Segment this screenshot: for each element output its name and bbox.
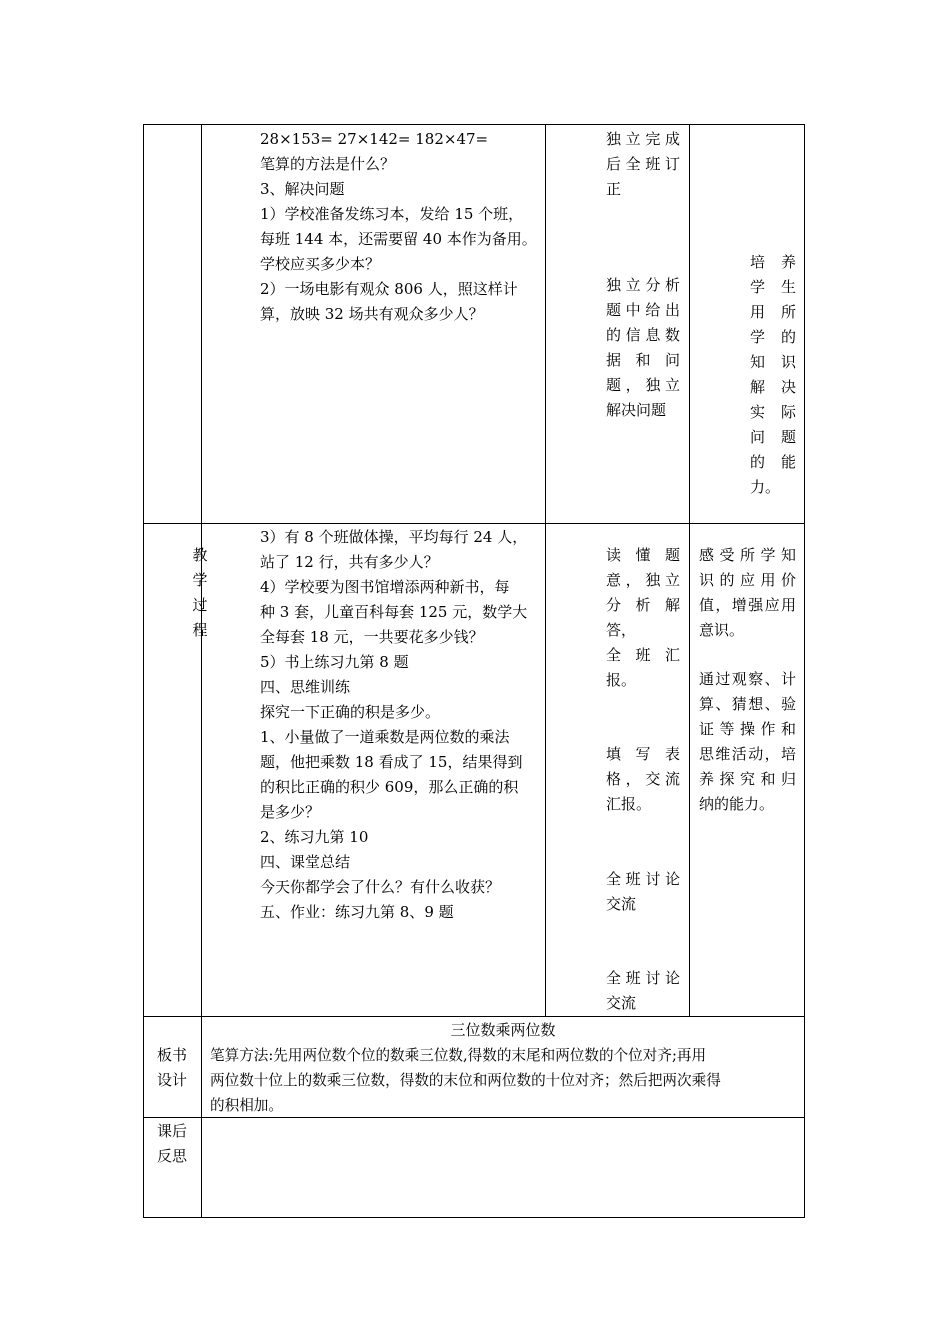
text-line: 意，独立 — [606, 571, 680, 589]
text-line: 填 写 表 — [606, 745, 680, 763]
text-line: 算，放映 32 场共有观众多少人？ — [260, 305, 484, 323]
text-line: 后全班订 — [606, 155, 680, 173]
text-line: 证等操作和 — [699, 720, 796, 738]
text-line: 2、练习九第 10 — [260, 828, 369, 846]
text-line: 学 的 — [750, 328, 796, 346]
text-line: 值，增强应用 — [699, 596, 796, 614]
text-line: 课后 — [156, 1122, 187, 1140]
row-divider-1 — [143, 523, 805, 524]
text-line: 思维活动，培 — [699, 745, 796, 763]
text-line: 4）学校要为图书馆增添两种新书，每 — [260, 578, 510, 596]
row2-student-activity-b — [606, 742, 680, 817]
text-line: 四、思维训练 — [260, 678, 351, 696]
text-line: 是多少？ — [260, 803, 321, 821]
text-line: 交流 — [606, 895, 637, 913]
section-label-teaching-process — [190, 543, 210, 643]
row1-design-intent — [750, 250, 796, 500]
text-line: 四、课堂总结 — [260, 853, 351, 871]
text-line: 28×153= 27×142= 182×47= — [260, 130, 489, 148]
text-line: 据 和 问 — [606, 351, 680, 369]
student-column-divider — [689, 124, 690, 1017]
text-line: 的积比正确的积少 609，那么正确的积 — [260, 778, 519, 796]
row-divider-2 — [143, 1016, 805, 1017]
text-line: 3、解决问题 — [260, 180, 345, 198]
text-line: 汇报。 — [606, 795, 652, 813]
text-line: 知 识 — [750, 353, 796, 371]
row2-student-activity-d — [606, 966, 680, 1016]
text-line: 1）学校准备发练习本，发给 15 个班， — [260, 205, 524, 223]
text-line: 全班讨论 — [606, 969, 680, 987]
text-line: 全每套 18 元，一共要花多少钱？ — [260, 628, 484, 646]
label-char: 学 — [192, 571, 208, 589]
text-line: 反思 — [156, 1147, 187, 1165]
text-line: 两位数十位上的数乘三位数，得数的末位和两位数的十位对齐；然后把两次乘得 — [210, 1072, 721, 1089]
text-line: 解 决 — [750, 378, 796, 396]
table-bottom-border — [143, 1217, 805, 1218]
board-design-label — [150, 1043, 194, 1093]
text-line: 5）书上练习九第 8 题 — [260, 653, 409, 671]
text-line: 学校应买多少本？ — [260, 255, 381, 273]
row2-design-intent-a — [699, 543, 796, 643]
reflection-content-area[interactable] — [202, 1118, 804, 1217]
content-column-divider — [545, 124, 546, 1017]
text-line: 独立完成 — [606, 130, 680, 148]
text-line: 2）一场电影有观众 806 人，照这样计 — [260, 280, 518, 298]
text-line: 每班 144 本，还需要留 40 本作为备用。 — [260, 230, 537, 248]
text-line: 笔算的方法是什么？ — [260, 155, 396, 173]
text-line: 3）有 8 个班做体操，平均每行 24 人， — [260, 528, 528, 546]
text-line: 学 生 — [750, 278, 796, 296]
text-line: 力。 — [750, 478, 781, 496]
text-line: 培 养 — [750, 253, 796, 271]
text-line: 养探究和归 — [699, 770, 796, 788]
text-line: 三位数乘两位数 — [450, 1021, 556, 1039]
text-line: 识的应用价 — [699, 571, 796, 589]
row1-student-activity-b — [606, 273, 680, 423]
row2-student-activity-c — [606, 867, 680, 917]
text-line: 算、猜想、验 — [699, 695, 796, 713]
text-line: 的信息数 — [606, 326, 680, 344]
label-column-divider — [201, 124, 202, 1218]
row1-student-activity-a — [606, 127, 680, 202]
table-left-border — [143, 124, 144, 1218]
text-line: 今天你都学会了什么？有什么收获？ — [260, 878, 501, 896]
board-design-body — [210, 1043, 798, 1118]
text-line: 题，独立 — [606, 376, 680, 394]
text-line: 用 所 — [750, 303, 796, 321]
text-line: 笔算方法:先用两位数个位的数乘三位数,得数的末尾和两位数的个位对齐;再用 — [210, 1047, 707, 1064]
text-line: 格，交流 — [606, 770, 680, 788]
text-line: 答， — [606, 621, 637, 639]
label-char: 过 — [192, 596, 208, 614]
text-line: 的 能 — [750, 453, 796, 471]
table-top-border — [143, 124, 805, 125]
text-line: 种 3 套，儿童百科每套 125 元，数学大 — [260, 603, 528, 621]
text-line: 设计 — [156, 1071, 187, 1089]
text-line: 全班讨论 — [606, 870, 680, 888]
text-line: 板书 — [156, 1046, 187, 1064]
text-line: 题，他把乘数 18 看成了 15，结果得到 — [260, 753, 523, 771]
text-line: 站了 12 行，共有多少人？ — [260, 553, 439, 571]
text-line: 全 班 汇 — [606, 646, 680, 664]
text-line: 1、小量做了一道乘数是两位数的乘法 — [260, 728, 510, 746]
row2-content — [260, 525, 540, 925]
text-line: 的积相加。 — [210, 1097, 283, 1114]
text-line: 题中给出 — [606, 301, 680, 319]
text-line: 解决问题 — [606, 401, 667, 419]
text-line: 通过观察、计 — [699, 670, 796, 688]
text-line: 独立分析 — [606, 276, 680, 294]
text-line: 五、作业：练习九第 8、9 题 — [260, 903, 454, 921]
text-line: 问 题 — [750, 428, 796, 446]
text-line: 实 际 — [750, 403, 796, 421]
text-line: 感受所学知 — [699, 546, 796, 564]
reflection-label — [150, 1119, 194, 1169]
text-line: 报。 — [606, 671, 637, 689]
text-line: 正 — [606, 180, 622, 198]
label-char: 教 — [192, 546, 208, 564]
text-line: 分 析 解 — [606, 596, 680, 614]
row2-student-activity-a — [606, 543, 680, 693]
board-design-title — [202, 1018, 804, 1043]
row1-content — [260, 127, 540, 327]
text-line: 交流 — [606, 994, 637, 1012]
text-line: 纳的能力。 — [699, 795, 775, 813]
text-line: 探究一下正确的积是多少。 — [260, 703, 441, 721]
row2-design-intent-b — [699, 667, 796, 817]
table-right-border — [804, 124, 805, 1218]
text-line: 读 懂 题 — [606, 546, 680, 564]
label-char: 程 — [192, 621, 208, 639]
text-line: 意识。 — [699, 621, 745, 639]
